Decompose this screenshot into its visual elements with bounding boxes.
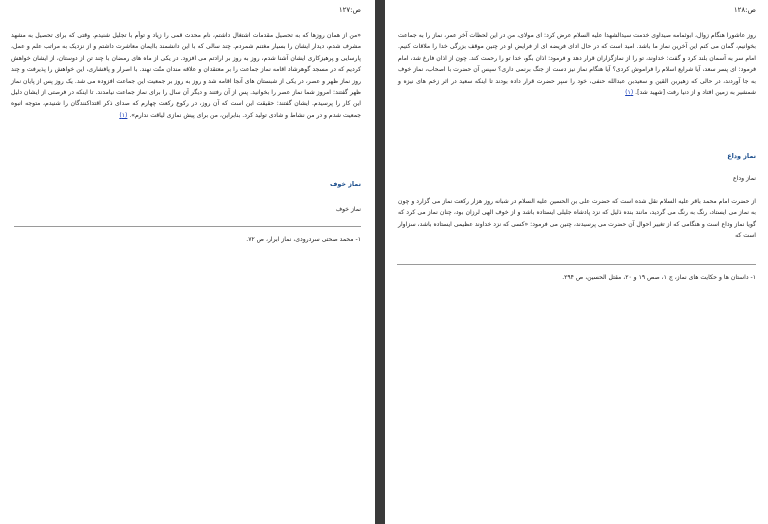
body-paragraph bbox=[11, 30, 361, 121]
section-subtitle: نماز وداع bbox=[733, 175, 756, 182]
body-paragraph bbox=[398, 30, 756, 98]
paragraph-text: از حضرت امام محمد باقر علیه السلام نقل شده است که حضرت علی بن الحسین علیه السلام در شبانه روز هزار رکعت نماز می گزارد و چون به نماز می ایستاد، رنگ به رنگ می گردید، مانند بنده ذلیل که نزد پادشاه جلیلی ایستاده باشد و از خوف الهی لرزان بود، چنان نماز می کرد که گویا نماز وداع است و هنگامی که از تغییر احوال آن حضرت می پرسیدند، چنین می فرمود: «کسی که نزد خداوند عظیمی ایستاده باشد، سزاوار است که bbox=[398, 198, 756, 240]
footnote: ۱- داستان ها و حکایت های نماز، ج ۱، صص ۱۹ و ۲۰، مقتل الحسین، ص ۲۹۴. bbox=[562, 274, 756, 281]
footnote-divider bbox=[397, 264, 756, 265]
footnote-ref-link[interactable]: (۱) bbox=[625, 89, 634, 97]
section-heading: نماز وداع bbox=[727, 152, 756, 160]
left-page bbox=[0, 0, 375, 524]
paragraph-text: روز عاشورا هنگام زوال، ابوثمامه صیداوی خدمت سیدالشهدا علیه السلام عرض کرد: ای مولای، من در این لحظات آخر عمر، نماز را به جماعت بخوانیم، گمان می کنم این آخرین نماز ما باشد. امید است که در حال ادای فریضه ای از فرایض او در چنین موقف بزرگی خدا را ملاقات کنیم. امام سر به آسمان بلند کرد و گفت: خداوند، تو را از نمازگزاران قرار دهد و فرمود: اذان بگو، خدا تو را رحمت کند. چون از اذان فارغ شد، امام فرمود: ای پسر سعد، آیا شرایع اسلام را فراموش کردی؟ آیا هنگام نماز نیز دست از جنگ برنمی داری؟ سپس آن حضرت با اصحاب، نماز خوف به جا آوردند، در حالی که زهیربن القین و سعیدبن عبدالله حنفی، خود را سپر حضرت قرار داده بودند تا اینکه سعید در اثر زخم های نیزه و شمشیر به زمین افتاد و از دنیا رفت [شهید شد]. bbox=[398, 32, 756, 97]
section-subtitle: نماز خوف bbox=[335, 206, 361, 213]
page-number: ص:۱۲۷ bbox=[338, 6, 361, 14]
footnote-divider bbox=[14, 226, 361, 227]
footnote-ref-link[interactable]: (۱) bbox=[119, 111, 128, 119]
body-paragraph bbox=[398, 196, 756, 242]
footnote: ۱- محمد صحتی سردرودی، نماز ابرار، ص ۷۲. bbox=[246, 236, 361, 243]
right-page bbox=[385, 0, 768, 524]
paragraph-text: «من از همان روزها که به تحصیل مقدمات اشتغال داشتم، نام محدث قمی را زیاد و توأم با تجلیل شنیدم. وقتی که برای تحصیل به مشهد مشرف شدم، دیدار ایشان را بسیار مغتنم شمردم. چند سالی که با این دانشمند باایمان معاشرت داشتم و از نزدیک به مراتب علم و عمل، پارسایی و پرهیزکاری ایشان آشنا شدم، روز به روز بر ارادتم می افزود. در یکی از ماه های رمضان با چند تن از دوستان، از ایشان خواهش کردیم که در مسجد گوهرشاد اقامه نماز جماعت را بر معتقدان و علاقه مندان منّت نهند. با اصرار و پافشاری، این خواهش را پذیرفت و چند روز نماز ظهر و عصر، در یکی از شبستان های آنجا اقامه شد و روز به روز بر جمعیت این جماعت افزوده می شد. یک روز پس از پایان نماز ظهر گفتند: امروز شما نماز عصر را بخوانید. پس از آن رفتند و دیگر آن سال را برای نماز جماعت نیامدند. تا اینکه در فرصتی از ایشان دلیل این کار را پرسیدم. ایشان گفتند: حقیقت این است که آن روز، در رکوع رکعت چهارم که صدای ذکر اقتداکنندگان را شنیدم، متوجه انبوه جمعیت شدم و در من نشاط و شادی تولید کرد. بنابراین، من برای پیش نمازی لیاقت ندارم». bbox=[11, 32, 361, 119]
page-number: ص:۱۲۸ bbox=[733, 6, 756, 14]
section-heading: نماز خوف bbox=[329, 180, 361, 188]
page-gutter bbox=[375, 0, 385, 524]
